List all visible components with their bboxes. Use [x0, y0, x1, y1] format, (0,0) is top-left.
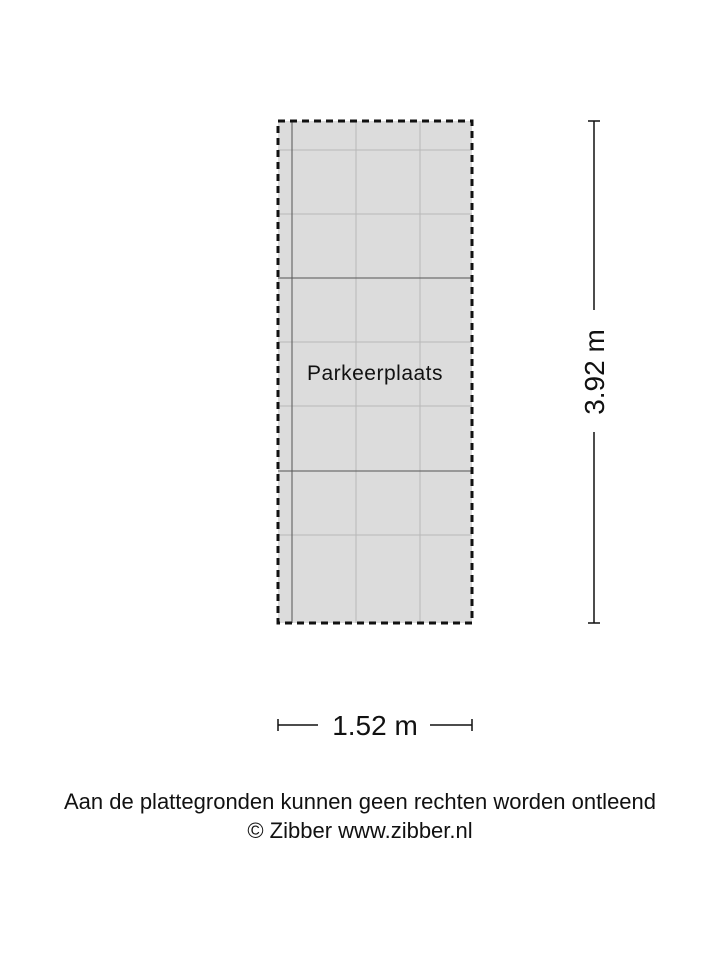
copyright-text: © Zibber www.zibber.nl [247, 818, 473, 843]
disclaimer-text: Aan de plattegronden kunnen geen rechten worden ontleend [63, 789, 657, 814]
room-label: Parkeerplaats [306, 362, 444, 385]
width-label: 1.52 m [332, 710, 418, 741]
height-label: 3.92 m [579, 329, 610, 415]
